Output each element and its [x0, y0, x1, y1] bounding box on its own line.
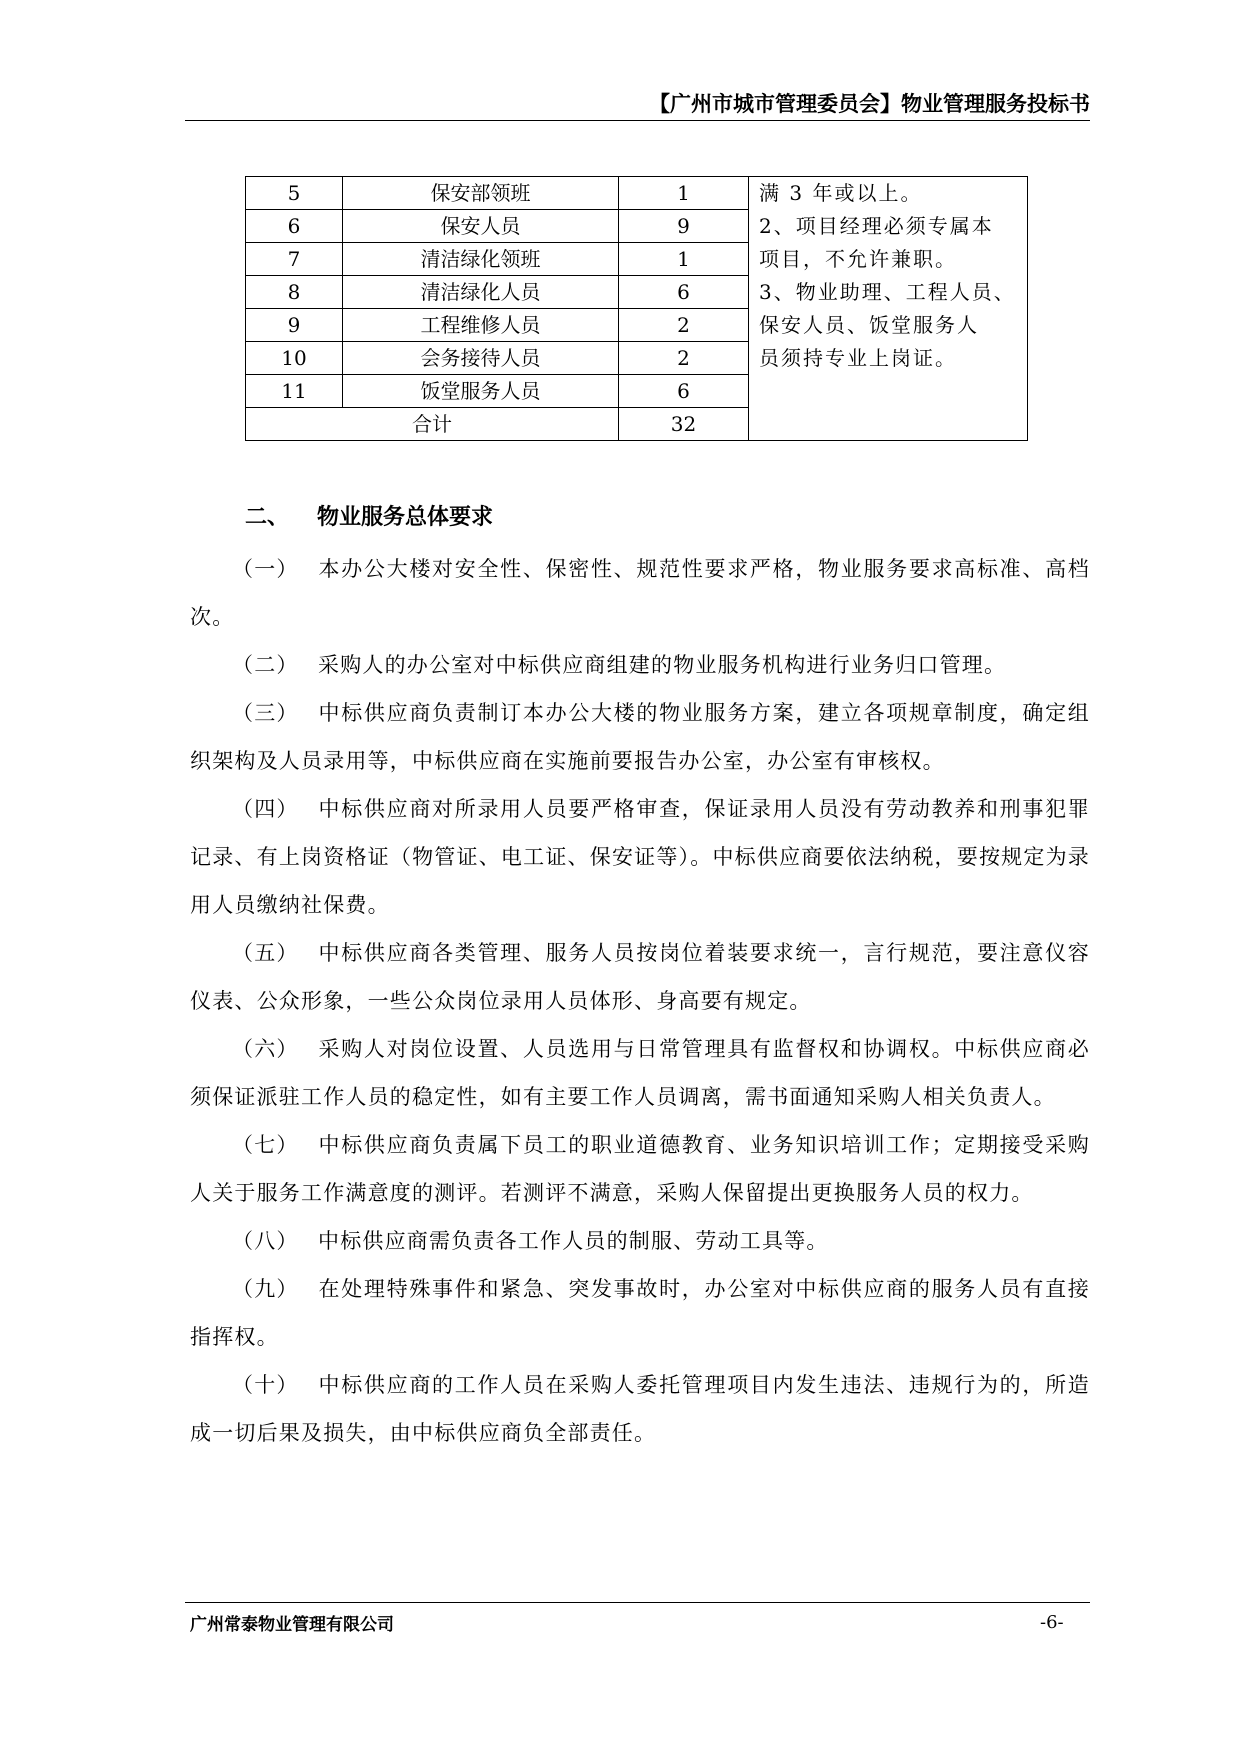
total-value: 32 [619, 408, 749, 441]
post-name: 保安人员 [343, 210, 619, 243]
staff-count: 1 [619, 243, 749, 276]
note-line: 满 3 年或以上。 [759, 181, 923, 205]
paragraph-text: 本办公大楼对安全性、保密性、规范性要求严格，物业服务要求高标准、高档次。 [190, 557, 1090, 629]
requirement-paragraph [190, 1025, 1090, 1121]
note-line: 项目，不允许兼职。 [759, 247, 957, 271]
total-label: 合计 [246, 408, 619, 441]
paragraph-text: 中标供应商的工作人员在采购人委托管理项目内发生违法、违规行为的，所造成一切后果及损失，由中标供应商负全部责任。 [190, 1373, 1090, 1445]
paragraph-text: 在处理特殊事件和紧急、突发事故时，办公室对中标供应商的服务人员有直接指挥权。 [190, 1277, 1090, 1349]
section-heading [245, 500, 493, 531]
paragraph-label: （七） [232, 1133, 299, 1157]
paragraph-label: （四） [232, 797, 299, 821]
paragraph-label: （六） [232, 1037, 299, 1061]
row-number: 6 [246, 210, 343, 243]
paragraph-label: （一） [232, 557, 299, 581]
requirement-paragraph [190, 1361, 1090, 1457]
paragraph-label: （二） [232, 653, 299, 677]
note-line: 保安人员、饭堂服务人 [759, 313, 979, 337]
requirement-paragraph [190, 641, 1090, 689]
paragraph-text: 采购人对岗位设置、人员选用与日常管理具有监督权和协调权。中标供应商必须保证派驻工作人员的稳定性，如有主要工作人员调离，需书面通知采购人相关负责人。 [190, 1037, 1090, 1109]
paragraph-label: （八） [232, 1229, 299, 1253]
row-number: 8 [246, 276, 343, 309]
requirement-paragraph [190, 689, 1090, 785]
table-row [246, 177, 1028, 210]
paragraph-label: （十） [232, 1373, 299, 1397]
post-name: 清洁绿化人员 [343, 276, 619, 309]
post-name: 保安部领班 [343, 177, 619, 210]
requirement-paragraph [190, 545, 1090, 641]
paragraph-text: 中标供应商需负责各工作人员的制服、劳动工具等。 [318, 1229, 829, 1253]
page-header-title: 【广州市城市管理委员会】物业管理服务投标书 [649, 91, 1090, 116]
row-number: 7 [246, 243, 343, 276]
staff-count: 1 [619, 177, 749, 210]
staff-count: 2 [619, 342, 749, 375]
row-number: 5 [246, 177, 343, 210]
row-number: 9 [246, 309, 343, 342]
paragraph-text: 中标供应商负责属下员工的职业道德教育、业务知识培训工作；定期接受采购人关于服务工作满意度的测评。若测评不满意，采购人保留提出更换服务人员的权力。 [190, 1133, 1090, 1205]
requirement-paragraph [190, 785, 1090, 929]
section-title: 物业服务总体要求 [317, 504, 494, 530]
footer-divider [185, 1602, 1090, 1603]
requirement-paragraph [190, 1217, 1090, 1265]
page-number: -6- [1040, 1612, 1064, 1633]
requirement-paragraph [190, 929, 1090, 1025]
staff-count: 9 [619, 210, 749, 243]
note-line: 2、项目经理必须专属本 [759, 214, 994, 238]
requirements-body [190, 545, 1090, 1457]
staff-count: 2 [619, 309, 749, 342]
paragraph-text: 中标供应商负责制订本办公大楼的物业服务方案，建立各项规章制度，确定组织架构及人员录用等，中标供应商在实施前要报告办公室，办公室有审核权。 [190, 701, 1090, 773]
paragraph-text: 采购人的办公室对中标供应商组建的物业服务机构进行业务归口管理。 [318, 653, 1007, 677]
paragraph-label: （三） [232, 701, 299, 725]
row-number: 10 [246, 342, 343, 375]
post-name: 清洁绿化领班 [343, 243, 619, 276]
requirements-note [749, 177, 1028, 441]
staff-count: 6 [619, 375, 749, 408]
post-name: 工程维修人员 [343, 309, 619, 342]
paragraph-label: （五） [232, 941, 299, 965]
paragraph-text: 中标供应商对所录用人员要严格审查，保证录用人员没有劳动教养和刑事犯罪记录、有上岗资格证（物管证、电工证、保安证等）。中标供应商要依法纳税，要按规定为录用人员缴纳社保费。 [190, 797, 1090, 917]
post-name: 饭堂服务人员 [343, 375, 619, 408]
paragraph-label: （九） [232, 1277, 299, 1301]
staff-count: 6 [619, 276, 749, 309]
staffing-table [245, 176, 1028, 441]
note-line: 员须持专业上岗证。 [759, 346, 957, 370]
note-line: 3、物业助理、工程人员、 [759, 280, 1016, 304]
row-number: 11 [246, 375, 343, 408]
header-divider [185, 120, 1090, 121]
requirement-paragraph [190, 1265, 1090, 1361]
section-number: 二、 [245, 504, 290, 530]
footer-company: 广州常泰物业管理有限公司 [190, 1615, 394, 1635]
post-name: 会务接待人员 [343, 342, 619, 375]
paragraph-text: 中标供应商各类管理、服务人员按岗位着装要求统一，言行规范，要注意仪容仪表、公众形象，一些公众岗位录用人员体形、身高要有规定。 [190, 941, 1090, 1013]
requirement-paragraph [190, 1121, 1090, 1217]
